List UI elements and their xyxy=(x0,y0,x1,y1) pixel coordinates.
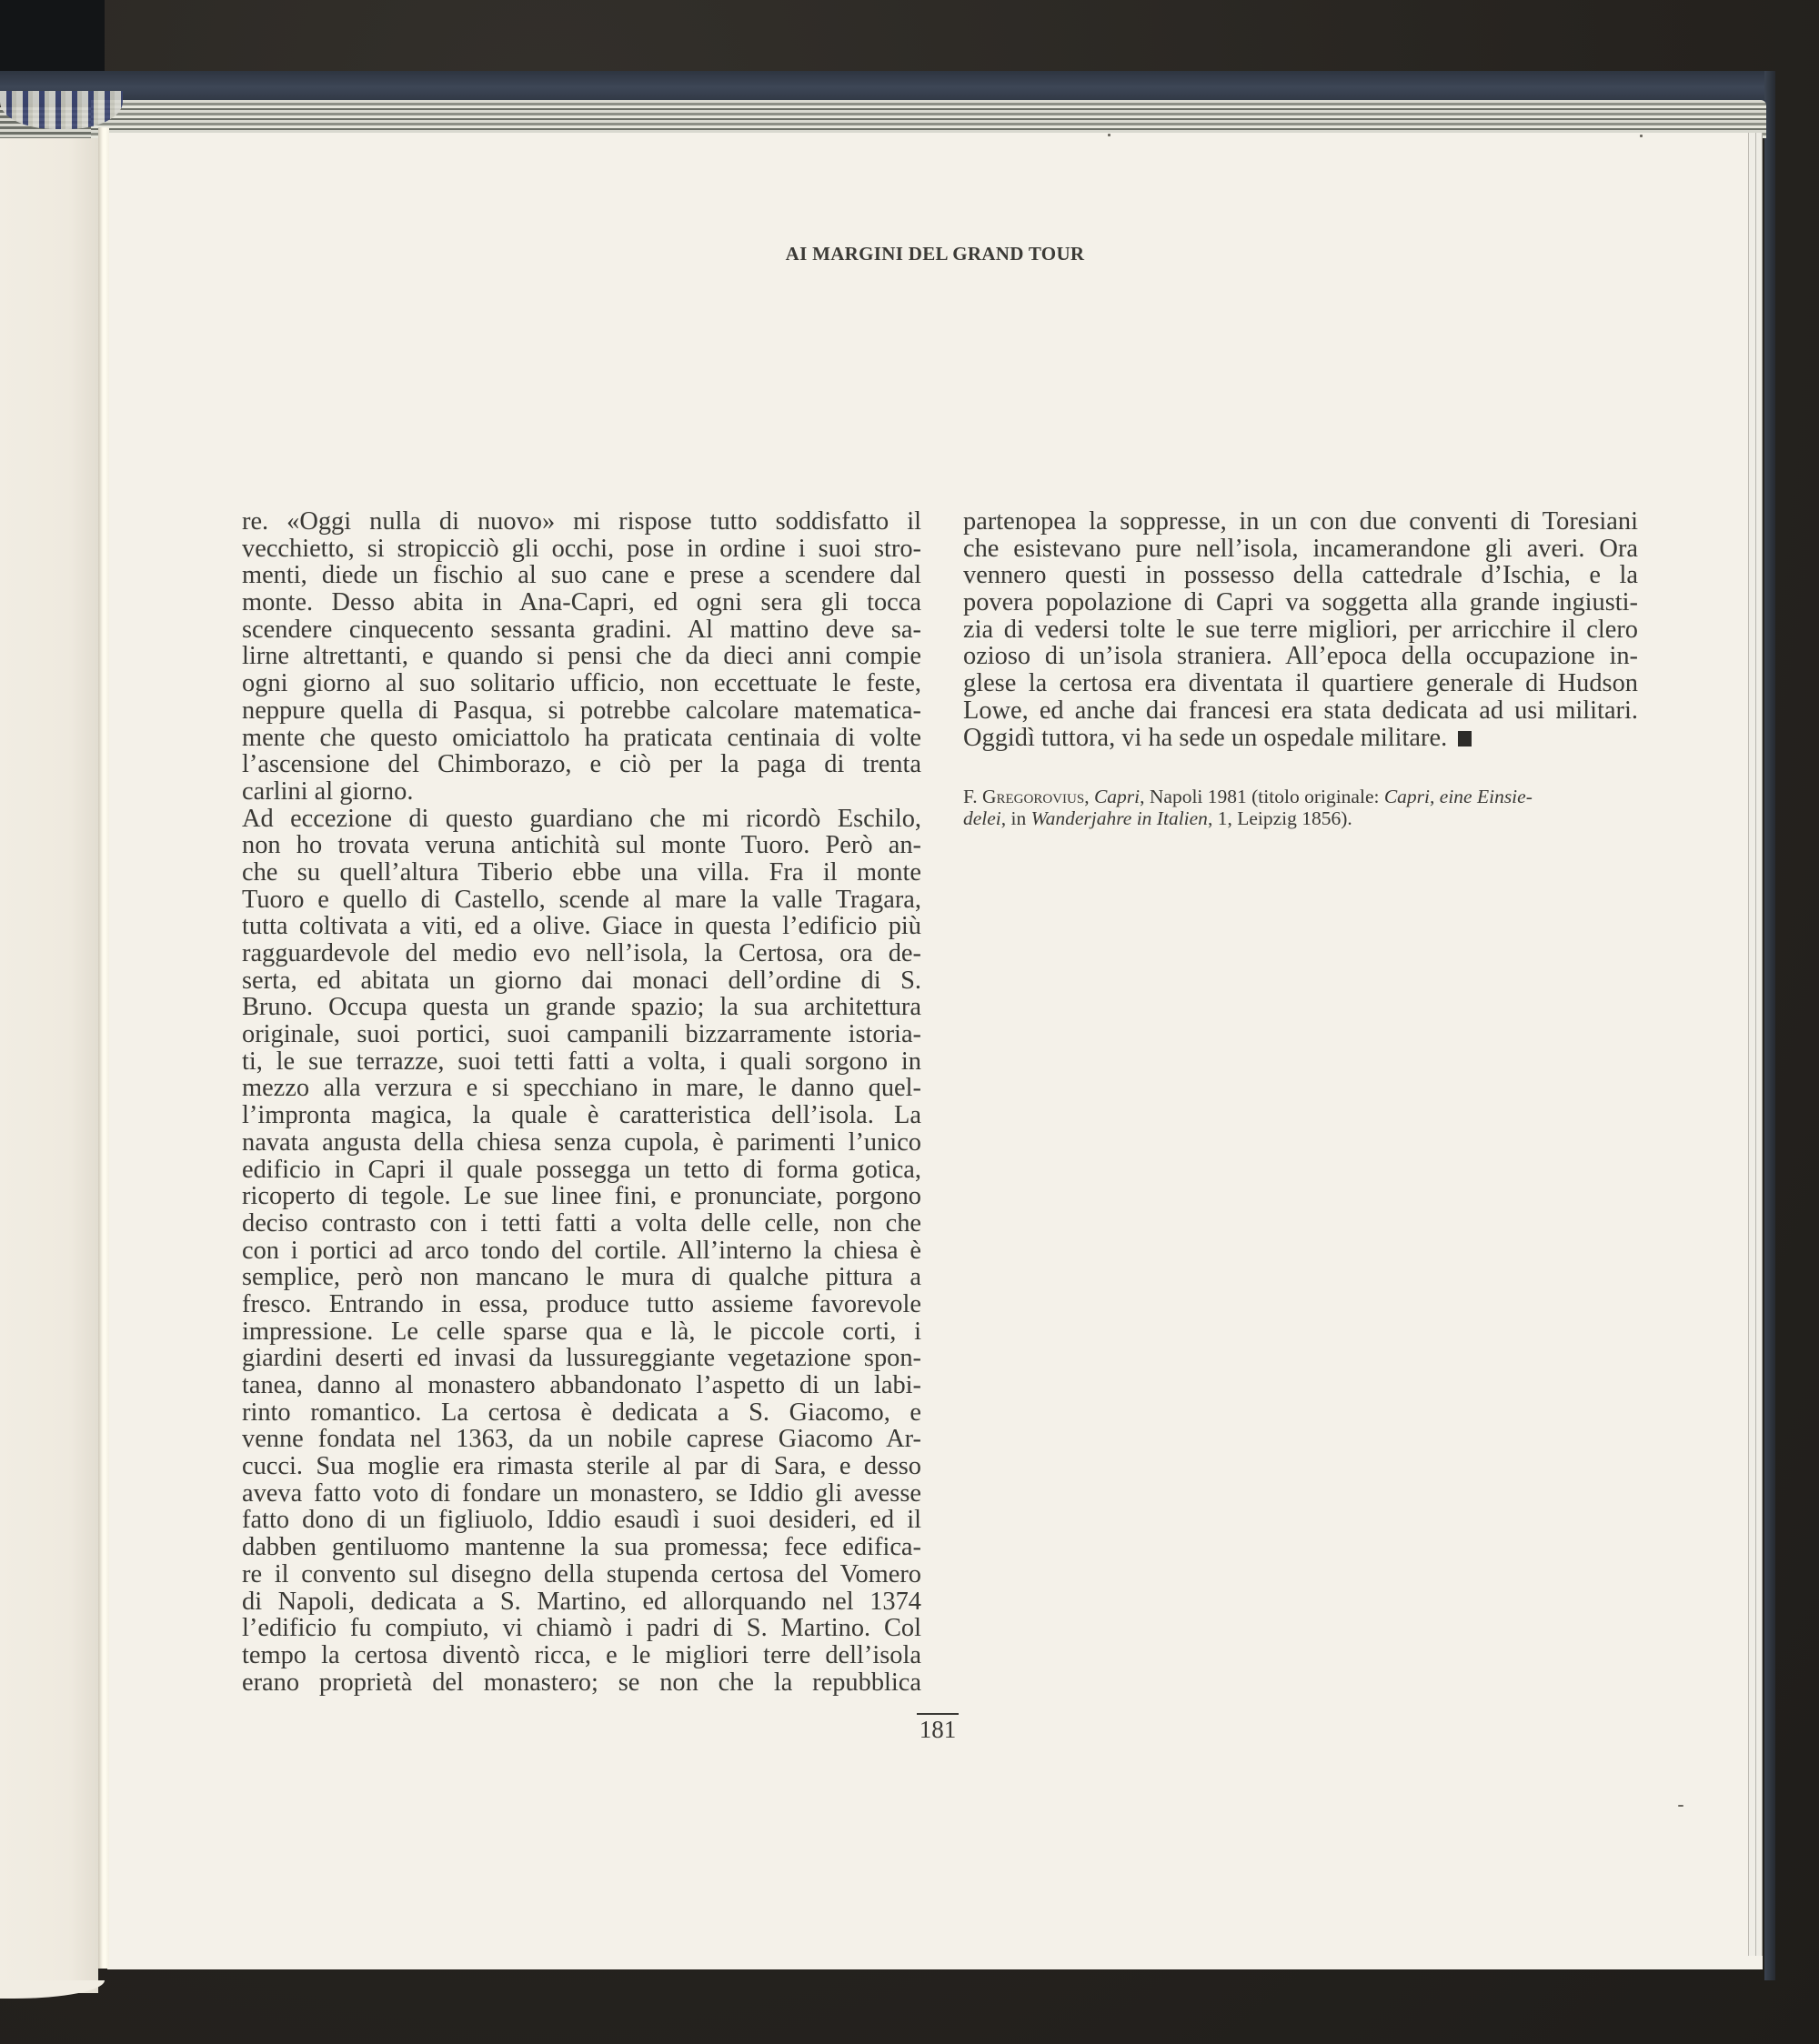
text-line: Bruno. Occupa questa un grande spazio; la sua architettura xyxy=(242,993,921,1022)
text-line: lirne altrettanti, e quando si pensi che da dieci anni compie xyxy=(242,642,921,671)
text-line: glese la certosa era diventata il quartiere generale di Hudson xyxy=(963,669,1638,698)
text-line: ti, le sue terrazze, suoi tetti fatti a volta, i quali sorgono in xyxy=(242,1047,921,1076)
text-line: impressione. Le celle sparse qua e là, le piccole corti, i xyxy=(242,1317,921,1346)
text-line: rinto romantico. La certosa è dedicata a S. Giacomo, e xyxy=(242,1398,921,1427)
text-line: Tuoro e quello di Castello, scende al mare la valle Tragara, xyxy=(242,885,921,914)
text-line: partenopea la soppresse, in un con due conventi di Toresiani xyxy=(963,507,1638,536)
citation-collection: Wanderjahre in Italien xyxy=(1030,807,1208,829)
left-page xyxy=(0,138,98,1993)
book-gutter xyxy=(98,127,109,1969)
citation-original-title-cont: delei xyxy=(963,807,1001,829)
citation-line xyxy=(963,807,1638,829)
text-line: monte. Desso abita in Ana-Capri, ed ogni sera gli tocca xyxy=(242,588,921,617)
paper-speck xyxy=(1640,135,1643,137)
end-of-article-square-icon xyxy=(1458,731,1472,746)
scan-corner-shadow xyxy=(0,0,105,73)
book-cover-right-edge xyxy=(1764,71,1775,1980)
right-page-fore-edge xyxy=(1748,133,1763,1956)
text-line: re il convento sul disegno della stupenda certosa del Vomero xyxy=(242,1559,921,1588)
text-line-final xyxy=(963,725,1638,752)
text-line-text: Oggidì tuttora, vi ha sede un ospedale militare. xyxy=(963,723,1448,752)
source-citation xyxy=(963,786,1638,829)
text-line: ragguardevole del medio evo nell’isola, la Certosa, ora de- xyxy=(242,939,921,967)
text-line: zia di vedersi tolte le sue terre migliori, per arricchire il clero xyxy=(963,615,1638,644)
text-line: con i portici ad arco tondo del cortile. All’interno la chiesa è xyxy=(242,1236,921,1265)
text-line: venne fondata nel 1363, da un nobile caprese Giacomo Ar- xyxy=(242,1425,921,1454)
text-line: non ho trovata veruna antichità sul monte Tuoro. Però an- xyxy=(242,831,921,860)
text-line: scendere cinquecento sessanta gradini. Al mattino deve sa- xyxy=(242,615,921,644)
text-line: serta, ed abitata un giorno dai monaci dell’ordine di S. xyxy=(242,966,921,995)
text-line: fatto dono di un figliuolo, Iddio esaudì i suoi desideri, ed il xyxy=(242,1506,921,1535)
text-line: mezzo alla verzura e si specchiano in mare, le danno quel- xyxy=(242,1074,921,1103)
text-line: Ad eccezione di questo guardiano che mi ricordò Eschilo, xyxy=(242,804,921,833)
text-line: di Napoli, dedicata a S. Martino, ed allorquando nel 1374 xyxy=(242,1587,921,1616)
text-line: originale, suoi portici, suoi campanili bizzarramente istoria- xyxy=(242,1020,921,1049)
text-line: tutta coltivata a viti, ed a olive. Giace in questa l’edificio più xyxy=(242,912,921,941)
citation-line: F. Gregorovius, Capri, Napoli 1981 (titolo originale: Capri, eine Einsie- xyxy=(963,786,1533,807)
citation-author: F. Gregorovius xyxy=(963,786,1085,807)
text-line: l’ascensione del Chimborazo, e ciò per la paga di trenta xyxy=(242,750,921,779)
text-line: erano proprietà del monastero; se non che la repubblica xyxy=(242,1668,921,1697)
text-line: povera popolazione di Capri va soggetta alla grande ingiusti- xyxy=(963,588,1638,617)
text-line: fresco. Entrando in essa, produce tutto assieme favorevole xyxy=(242,1289,921,1318)
citation-in: , in xyxy=(1000,807,1031,829)
text-line: ozioso di un’isola straniera. All’epoca della occupazione in- xyxy=(963,642,1638,671)
citation-title: Capri xyxy=(1093,786,1141,807)
book-cover-edge xyxy=(0,71,1769,104)
right-text-column xyxy=(963,508,1638,751)
text-line: neppure quella di Pasqua, si potrebbe calcolare matematica- xyxy=(242,696,921,725)
paper-speck xyxy=(1108,134,1110,136)
text-line: vecchietto, si stropicciò gli occhi, pose in ordine i suoi stro- xyxy=(242,534,921,563)
text-line: carlini al giorno. xyxy=(242,777,414,806)
page-number: 181 xyxy=(917,1713,959,1743)
text-line: aveva fatto voto di fondare un monastero, se Iddio gli avesse xyxy=(242,1478,921,1508)
text-line: menti, diede un fischio al suo cane e prese a scendere dal xyxy=(242,561,921,590)
citation-place-year: , Napoli 1981 (titolo originale: xyxy=(1140,786,1384,807)
text-line: semplice, però non mancano le mura di qualche pittura a xyxy=(242,1263,921,1292)
text-line: tempo la certosa diventò ricca, e le migliori terre dell’isola xyxy=(242,1640,921,1669)
text-line: ogni giorno al suo solitario ufficio, non eccettuate le feste, xyxy=(242,669,921,698)
left-text-column xyxy=(242,508,921,1696)
text-line: cucci. Sua moglie era rimasta sterile al par di Sara, e desso xyxy=(242,1452,921,1481)
text-line: che su quell’altura Tiberio ebbe una villa. Fra il monte xyxy=(242,857,921,887)
text-line: mente che questo omiciattolo ha praticata centinaia di volte xyxy=(242,723,921,752)
text-line: l’impronta magica, la quale è caratteristica dell’isola. La xyxy=(242,1101,921,1130)
citation-original-title: Capri, eine Einsie- xyxy=(1383,786,1533,807)
text-line: Lowe, ed anche dai francesi era stata dedicata ad usi militari. xyxy=(963,696,1638,725)
text-line: deciso contrasto con i tetti fatti a volta delle celle, non che xyxy=(242,1208,921,1237)
paper-speck xyxy=(1678,1805,1683,1807)
text-line: navata angusta della chiesa senza cupola, è parimenti l’unico xyxy=(242,1127,921,1157)
text-line: vennero questi in possesso della cattedrale d’Ischia, e la xyxy=(963,561,1638,590)
text-line: re. «Oggi nulla di nuovo» mi rispose tutto soddisfatto il xyxy=(242,507,921,536)
citation-tail: , 1, Leipzig 1856). xyxy=(1207,807,1352,829)
text-line: che esistevano pure nell’isola, incamerandone gli averi. Ora xyxy=(963,534,1638,563)
text-line: ricoperto di tegole. Le sue linee fini, e pronunciate, porgono xyxy=(242,1182,921,1211)
text-line: l’edificio fu compiuto, vi chiamò i padri di S. Martino. Col xyxy=(242,1614,921,1643)
text-line: dabben gentiluomo mantenne la sua promessa; fece edifica- xyxy=(242,1533,921,1562)
text-line: giardini deserti ed invasi da lussureggiante vegetazione spon- xyxy=(242,1344,921,1373)
text-line: tanea, danno al monastero abbandonato l’aspetto di un labi- xyxy=(242,1371,921,1399)
text-line: edificio in Capri il quale possegga un tetto di forma gotica, xyxy=(242,1155,921,1184)
running-head: AI MARGINI DEL GRAND TOUR xyxy=(785,243,1085,265)
